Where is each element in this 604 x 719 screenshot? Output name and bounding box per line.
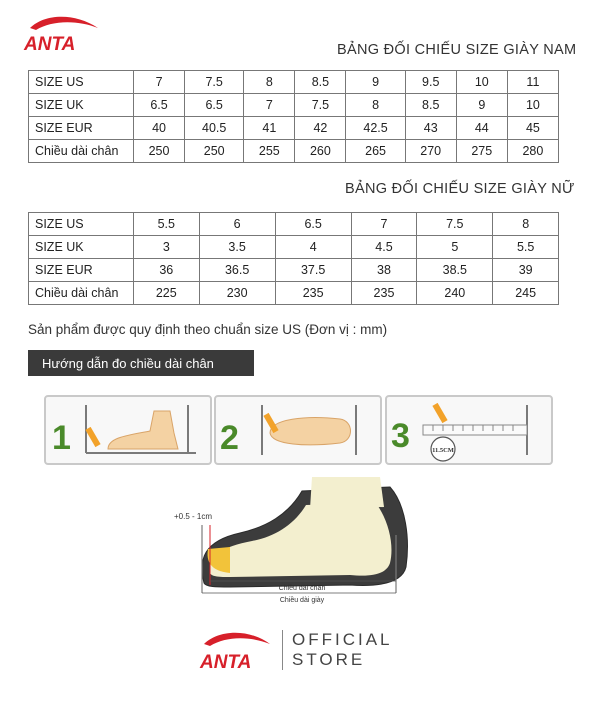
size-cell: 7 (244, 94, 295, 117)
size-cell: 280 (507, 140, 558, 163)
row-label: SIZE US (29, 71, 134, 94)
official-store-logo (198, 628, 398, 674)
footer-official: OFFICIAL (292, 630, 393, 649)
size-cell: 9.5 (405, 71, 456, 94)
size-cell: 250 (134, 140, 185, 163)
size-cell: 270 (405, 140, 456, 163)
size-cell: 42.5 (346, 117, 405, 140)
ruler-label: 11.5CM (432, 447, 454, 454)
size-row (29, 117, 559, 140)
size-cell: 36 (134, 259, 200, 282)
size-cell: 44 (456, 117, 507, 140)
row-label: Chiều dài chân (29, 140, 134, 163)
footer-store: STORE (292, 650, 366, 669)
size-cell: 230 (199, 282, 275, 305)
margin-label: +0.5 - 1cm (174, 512, 213, 521)
shoe-length-label: Chiều dài giày (279, 597, 325, 604)
step-2-illustration (216, 397, 380, 463)
size-cell: 41 (244, 117, 295, 140)
size-cell: 36.5 (199, 259, 275, 282)
size-cell: 260 (295, 140, 346, 163)
size-cell: 6.5 (275, 213, 351, 236)
anta-logo (22, 14, 112, 56)
size-row (29, 71, 559, 94)
size-cell: 8.5 (405, 94, 456, 117)
size-cell: 8 (346, 94, 405, 117)
size-cell: 225 (134, 282, 200, 305)
size-cell: 11 (507, 71, 558, 94)
brand-name: ANTA (24, 34, 76, 55)
foot-length-label: Chiều dài chân (278, 585, 326, 592)
size-cell: 4 (275, 236, 351, 259)
size-cell: 43 (405, 117, 456, 140)
size-cell: 10 (456, 71, 507, 94)
size-cell: 40.5 (185, 117, 244, 140)
row-label: SIZE US (29, 213, 134, 236)
size-cell: 3.5 (199, 236, 275, 259)
size-cell: 240 (417, 282, 493, 305)
size-cell: 40 (134, 117, 185, 140)
size-cell: 5.5 (134, 213, 200, 236)
size-cell: 9 (456, 94, 507, 117)
size-cell: 5.5 (493, 236, 559, 259)
size-cell: 250 (185, 140, 244, 163)
step-1-number: 1 (52, 419, 71, 457)
size-cell: 7 (351, 213, 417, 236)
row-label: SIZE UK (29, 94, 134, 117)
size-cell: 10 (507, 94, 558, 117)
size-cell: 6.5 (185, 94, 244, 117)
size-cell: 39 (493, 259, 559, 282)
men-size-table (28, 70, 559, 163)
foot-length-diagram (170, 475, 420, 610)
size-row (29, 259, 559, 282)
size-row (29, 94, 559, 117)
size-cell: 4.5 (351, 236, 417, 259)
size-row (29, 213, 559, 236)
size-row (29, 282, 559, 305)
size-cell: 235 (275, 282, 351, 305)
step-2-box (214, 395, 382, 465)
size-cell: 6 (199, 213, 275, 236)
size-cell: 3 (134, 236, 200, 259)
size-cell: 37.5 (275, 259, 351, 282)
size-cell: 38.5 (417, 259, 493, 282)
size-cell: 5 (417, 236, 493, 259)
row-label: Chiều dài chân (29, 282, 134, 305)
step-3-box (385, 395, 553, 465)
unit-note: Sản phẩm được quy định theo chuẩn size US (Đơn vị : mm) (28, 322, 388, 337)
row-label: SIZE UK (29, 236, 134, 259)
step-3-number: 3 (391, 417, 410, 455)
step-1-illustration (46, 397, 210, 463)
footer-brand-name: ANTA (200, 652, 252, 673)
size-cell: 8 (493, 213, 559, 236)
size-cell: 255 (244, 140, 295, 163)
step-3-illustration (387, 397, 551, 463)
size-cell: 45 (507, 117, 558, 140)
size-cell: 7.5 (417, 213, 493, 236)
size-cell: 245 (493, 282, 559, 305)
step-2-number: 2 (220, 419, 239, 457)
footer-divider (282, 630, 283, 670)
size-cell: 7.5 (295, 94, 346, 117)
size-cell: 8 (244, 71, 295, 94)
row-label: SIZE EUR (29, 259, 134, 282)
size-cell: 265 (346, 140, 405, 163)
guide-tab: Hướng dẫn đo chiều dài chân (28, 350, 254, 376)
size-cell: 9 (346, 71, 405, 94)
size-row (29, 236, 559, 259)
step-1-box (44, 395, 212, 465)
size-row (29, 140, 559, 163)
size-cell: 8.5 (295, 71, 346, 94)
women-size-table (28, 212, 559, 305)
women-table-title: BẢNG ĐỐI CHIẾU SIZE GIÀY NỮ (345, 181, 575, 197)
size-cell: 7.5 (185, 71, 244, 94)
size-cell: 7 (134, 71, 185, 94)
men-table-title: BẢNG ĐỐI CHIẾU SIZE GIÀY NAM (337, 42, 577, 58)
size-cell: 38 (351, 259, 417, 282)
size-cell: 235 (351, 282, 417, 305)
size-cell: 42 (295, 117, 346, 140)
size-cell: 6.5 (134, 94, 185, 117)
row-label: SIZE EUR (29, 117, 134, 140)
size-cell: 275 (456, 140, 507, 163)
